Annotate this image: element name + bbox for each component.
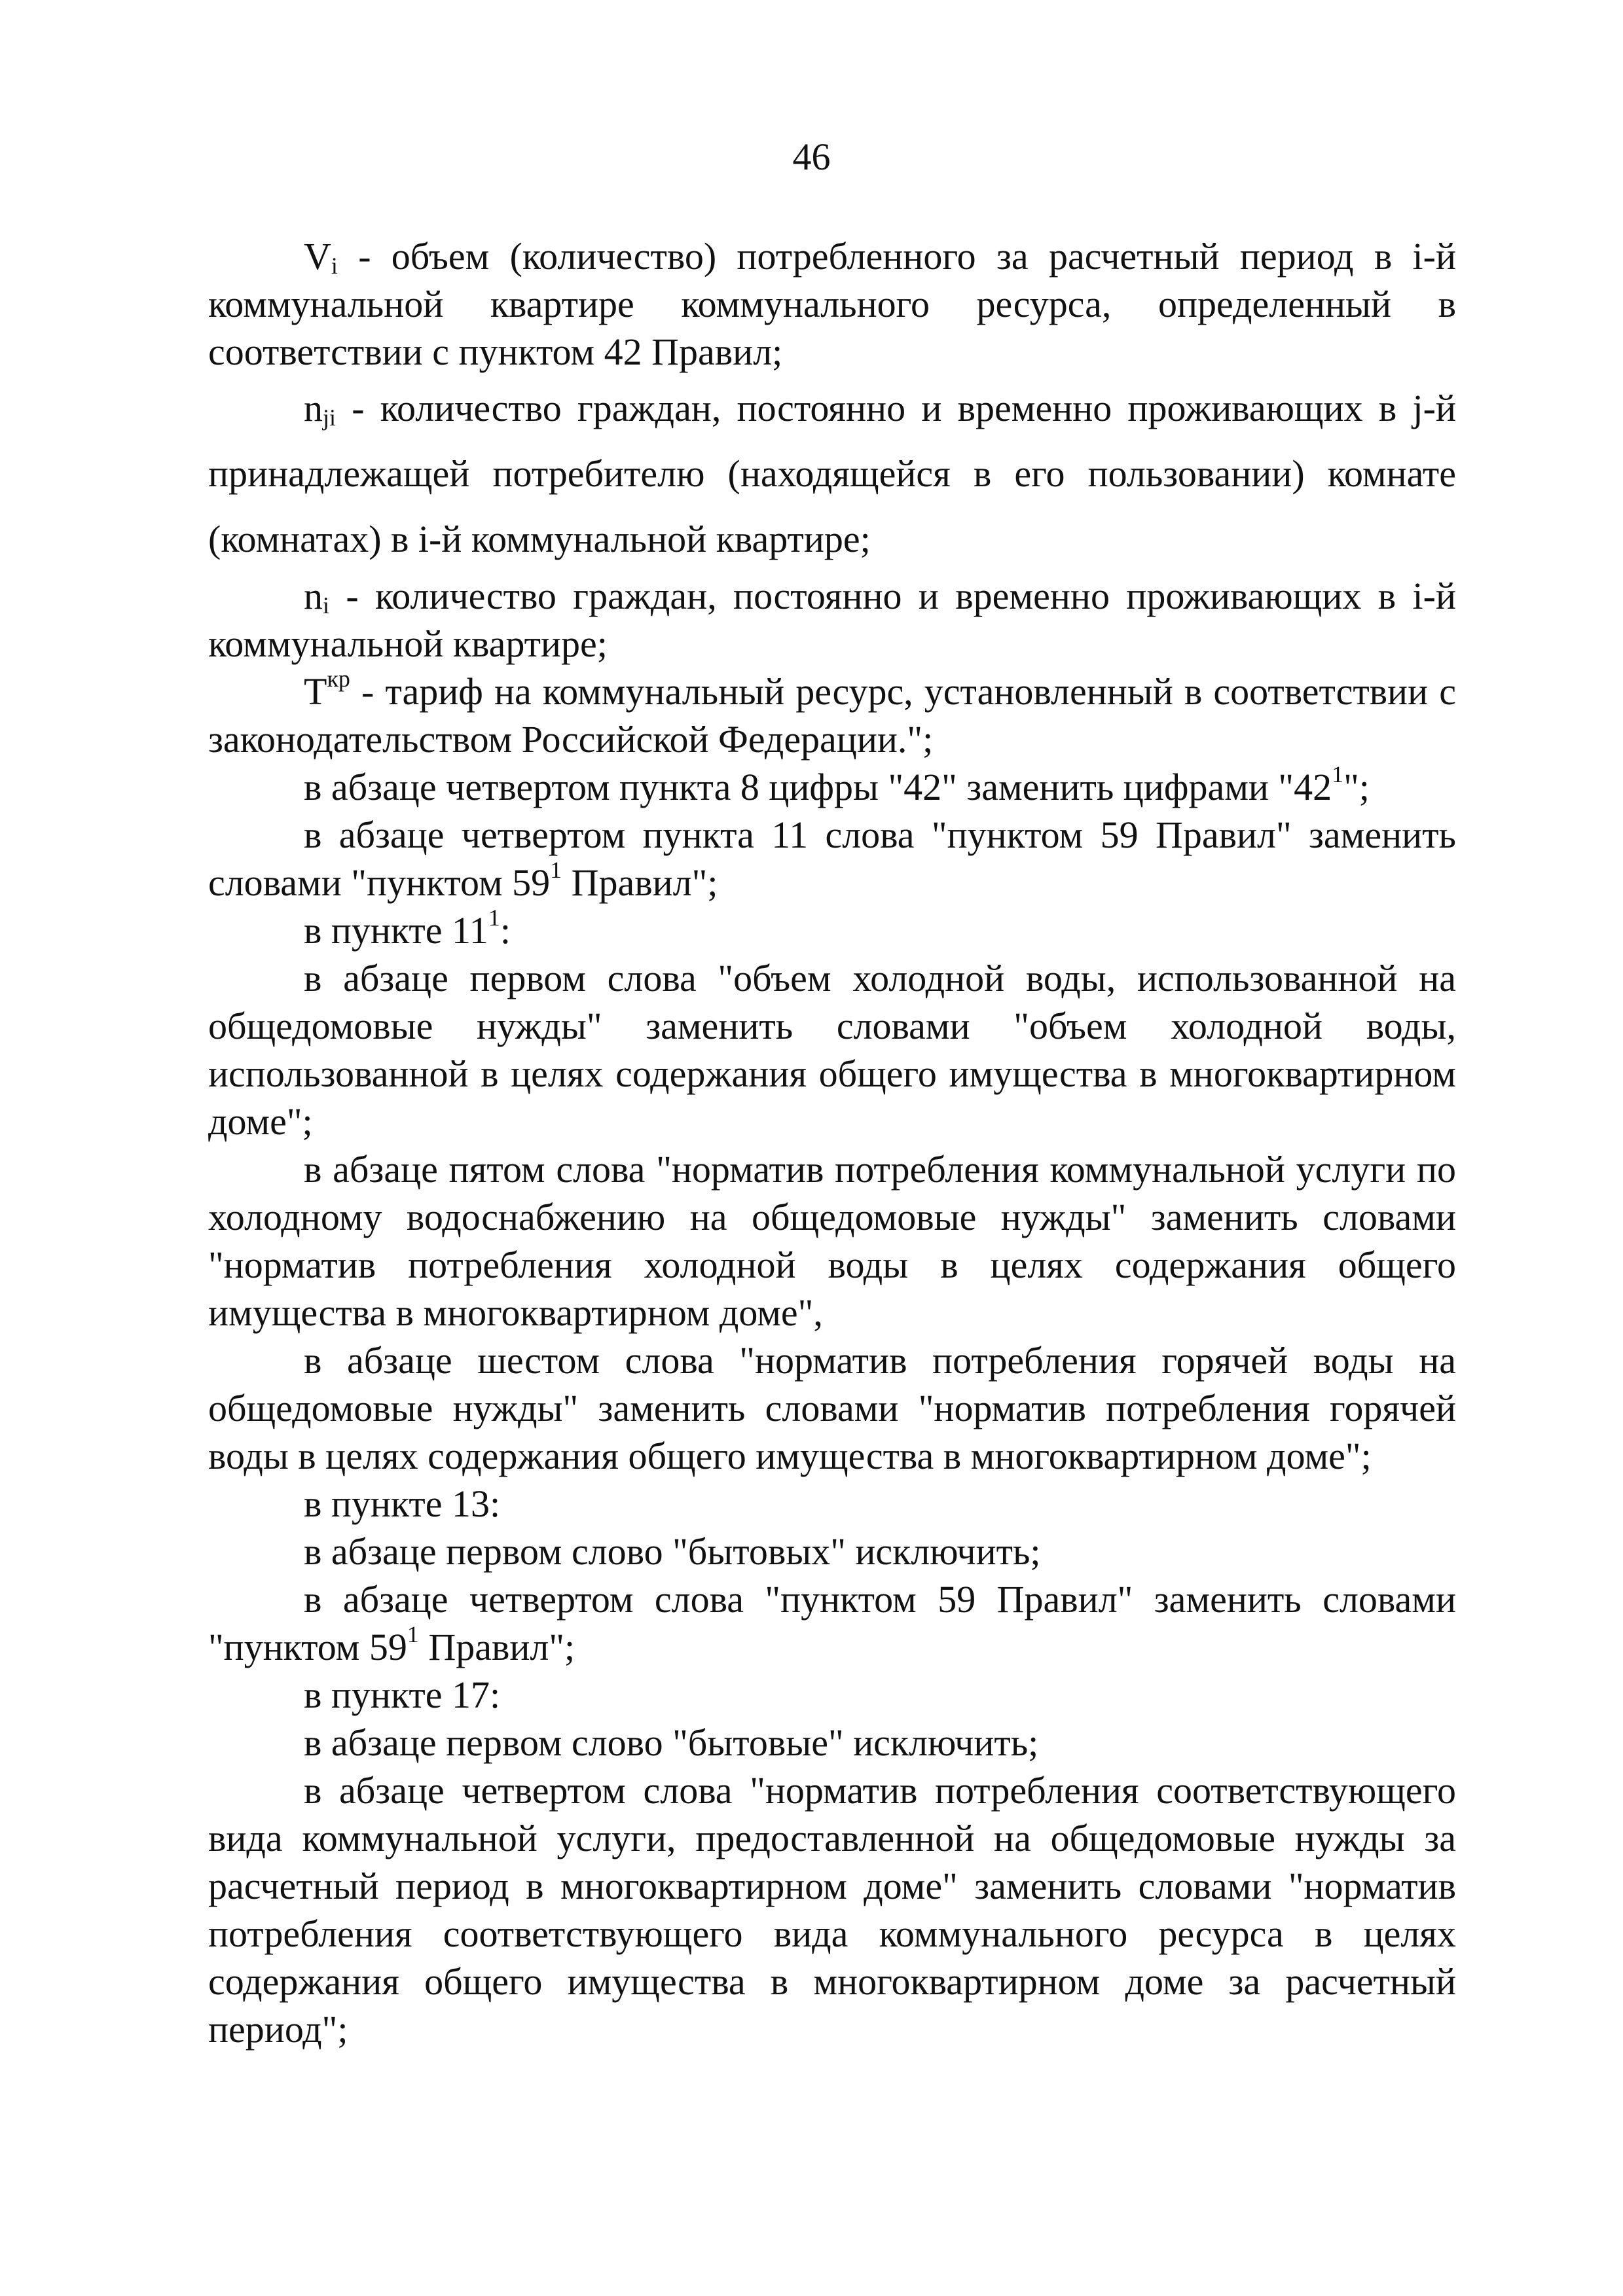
paragraph-item-11 [208,811,1456,906]
paragraph-text: в пункте 11 [304,909,488,952]
paragraph-nji-definition [208,376,1456,572]
paragraph-sixth-subparagraph: в абзаце шестом слова "норматив потребления горячей воды на общедомовые нужды" заменить словами "норматив потребления горячей воды в целях содержания общего имущества в многоквартирном доме"; [208,1339,1456,1477]
paragraph-item-17-heading: в пункте 17: [304,1674,501,1716]
document-body [208,232,1456,2053]
paragraph-text: в абзаце четвертом пункта 11 слова "пунктом 59 Правил" заменить словами "пунктом 59 [208,814,1456,904]
paragraph-item-17-fourth: в абзаце четвертом слова "норматив потребления соответствующего вида коммунальной услуги, предоставленной на общедомовые нужды за расчетный период в многоквартирном доме" заменить словами "норматив потребления соответствующего вида коммунального ресурса в целях содержания общего имущества в многоквартирном доме за расчетный период"; [208,1769,1456,2051]
paragraph-item-11-1-heading [208,906,1456,954]
superscript-1: 1 [488,905,500,931]
superscript-1: 1 [550,857,562,884]
subscript-ji: ji [323,404,336,431]
subscript-i: i [323,592,329,619]
paragraph-item-17-first: в абзаце первом слово "бытовые" исключить; [304,1721,1039,1764]
paragraph-text-end: "; [1343,766,1370,808]
paragraph-vi-definition [208,232,1456,376]
paragraph-item-13-fourth [208,1575,1456,1671]
paragraph-item-13-first: в абзаце первом слово "бытовых" исключить; [304,1530,1041,1573]
superscript-1: 1 [407,1621,419,1648]
paragraph-text: - количество граждан, постоянно и временно проживающих в i-й коммунальной квартире; [208,575,1456,665]
page-number: 46 [792,135,831,178]
subscript-i: i [331,253,338,279]
paragraph-text: - количество граждан, постоянно и временно проживающих в j-й принадлежащей потребителю (находящейся в его пользовании) комнате (комнатах) в i-й коммунальной квартире; [208,387,1456,560]
paragraph-text: - объем (количество) потребленного за расчетный период в i-й коммунальной квартире коммунального ресурса, определенный в соответствии с пунктом 42 Правил; [208,235,1456,373]
symbol-t: T [304,670,327,713]
paragraph-item-13-heading: в пункте 13: [304,1482,501,1525]
symbol-n: n [304,387,323,429]
paragraph-text-end: : [500,909,511,952]
paragraph-text-end: Правил"; [562,861,718,904]
symbol-n: n [304,575,323,617]
paragraph-fifth-subparagraph: в абзаце пятом слова "норматив потребления коммунальной услуги по холодному водоснабжению на общедомовые нужды" заменить словами "норматив потребления холодной воды в целях содержания общего имущества в многоквартирном доме", [208,1148,1456,1334]
paragraph-text: в абзаце четвертом слова "пунктом 59 Правил" заменить словами "пунктом 59 [208,1578,1456,1668]
paragraph-ni-definition [208,572,1456,668]
superscript-1: 1 [1332,761,1344,788]
superscript-kr: кр [327,666,350,692]
paragraph-text-end: Правил"; [418,1626,575,1668]
paragraph-first-subparagraph: в абзаце первом слова "объем холодной воды, использованной на общедомовые нужды" заменить словами "объем холодной воды, использованной в целях содержания общего имущества в многоквартирном доме"; [208,957,1456,1143]
symbol-v: V [304,235,331,278]
paragraph-text: в абзаце четвертом пункта 8 цифры "42" заменить цифрами "42 [304,766,1332,808]
paragraph-tariff-definition [208,668,1456,763]
paragraph-item-8 [208,763,1456,811]
paragraph-text: - тариф на коммунальный ресурс, установленный в соответствии с законодательством Российской Федерации."; [208,670,1456,761]
